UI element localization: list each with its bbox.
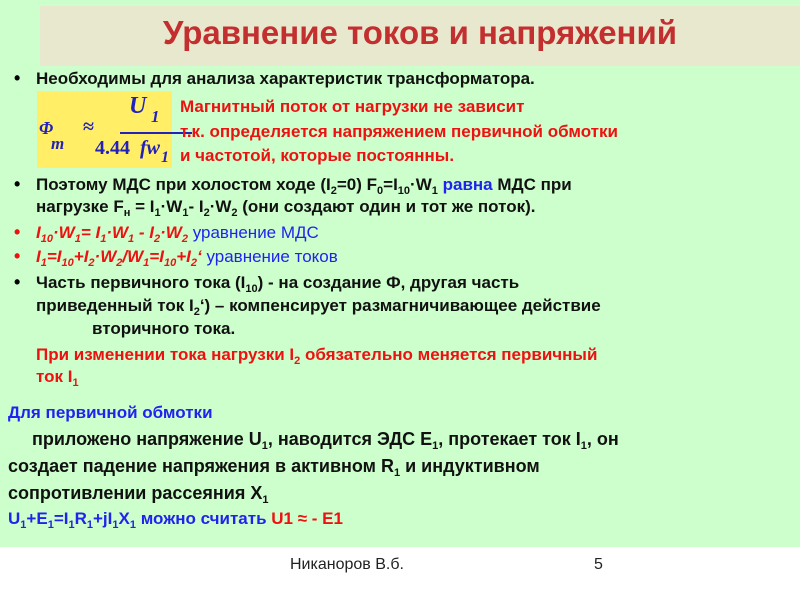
part-line-3: вторичного тока. — [92, 319, 236, 338]
mds-line-1: Поэтому МДС при холостом ходе $(I_2=0)$ $F_0=I_{10}\cdot W_1$ равна МДС при — [36, 175, 572, 197]
flux-formula: U 1 Φ m ≈ 4.44 fw 1 — [37, 91, 172, 168]
bullet-dot: • — [14, 222, 21, 242]
part-line-1: Часть первичного тока $(I_{10})$ - на создание Ф, другая часть — [36, 273, 520, 295]
primary-line-1: приложено напряжение $U_1$, наводится ЭДС $Е_1$, протекает ток $I_1$, он — [32, 429, 619, 452]
note-line-3: и частотой, которые постоянны. — [180, 146, 455, 165]
primary-heading: Для первичной обмотки — [8, 403, 213, 422]
primary-line-3: сопротивлении рассеяния $Х_1$ — [8, 483, 269, 506]
bullet-dot: • — [14, 68, 21, 88]
final-equation: $U_1+E_1=I_1R_1+jI_1X_1$ можно считать U1 ≈ - E1 — [8, 509, 343, 531]
note-line-2: т.к. определяется напряжением первичной обмотки — [180, 122, 618, 141]
page-number: 5 — [594, 556, 603, 573]
load-change-line-1: При изменении тока нагрузки $I_2$ обязательно меняется первичный — [36, 345, 598, 367]
primary-line-2: создает падение напряжения в активном $R_1$ и индуктивном — [8, 456, 540, 479]
load-change-line-2: ток $I_1$ — [36, 367, 79, 389]
note-line-1: Магнитный поток от нагрузки не зависит — [180, 97, 525, 116]
bullet-dot: • — [14, 246, 21, 266]
mds-line-2: нагрузке $F_н = I_1\cdot W_1-$ $I_2\cdot W_2$ (они создают один и тот же поток). — [36, 197, 536, 219]
current-equation: $I_1=I_{10}+I_2\cdot W_2/W_1=I_{10}+I_2‘$ уравнение токов — [36, 247, 338, 269]
bullet-dot: • — [14, 174, 21, 194]
bullet-dot: • — [14, 272, 21, 292]
mds-equation: $I_{10}\cdot W_1= I_1\cdot W_1 - I_2\cdot W_2$ уравнение МДС — [36, 223, 319, 245]
part-line-2: приведенный ток $I_2‘$) – компенсирует размагничивающее действие — [36, 296, 601, 318]
footer-author: Никаноров В.б. — [290, 556, 404, 573]
bullet-analysis: Необходимы для анализа характеристик трансформатора. — [36, 69, 535, 88]
slide-title: Уравнение токов и напряжений — [162, 14, 678, 51]
